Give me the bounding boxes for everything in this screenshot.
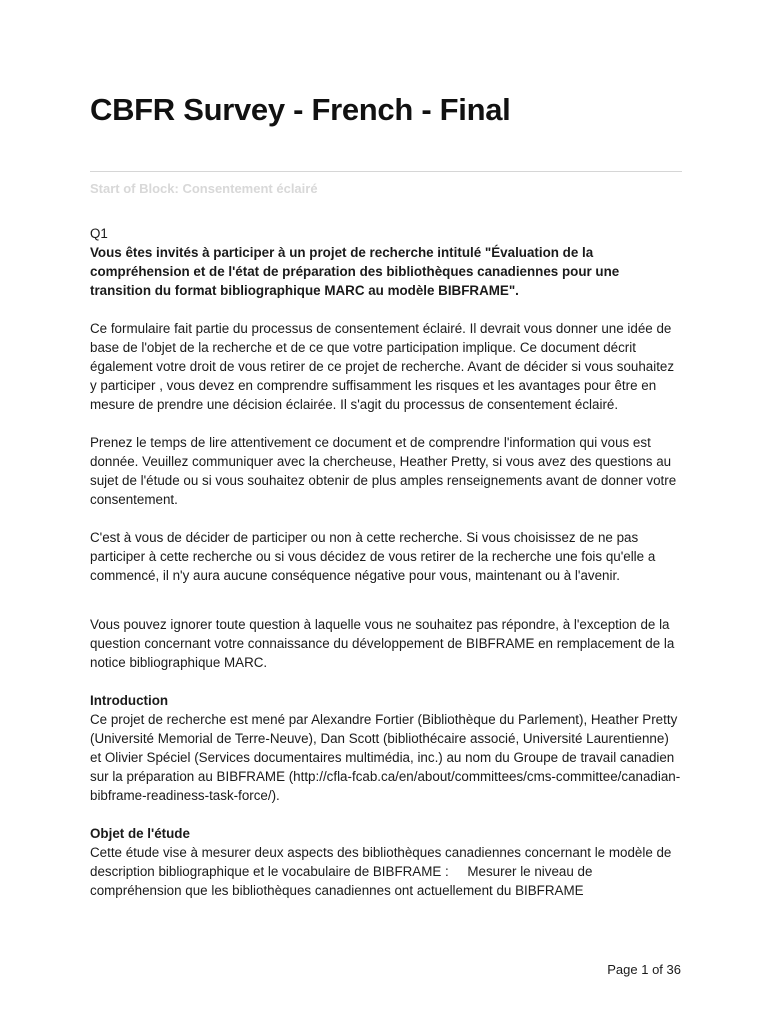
paragraph-voluntary: C'est à vous de décider de participer ou non à cette recherche. Si vous choisissez de ne pas participer à cette recherche ou si vous décidez de vous retirer de la recherche une fois qu'elle a commencé, il n'y aura aucune conséquence négative pour vous, maintenant ou à l'avenir. [90, 530, 656, 583]
objective-text: Cette étude vise à mesurer deux aspects des bibliothèques canadiennes concernant le modèle de description bibliographique et le vocabulaire de BIBFRAME : Mesurer le niveau de compréhension que les bibliothèques canadiennes ont actuellement du BIBFRAME [90, 845, 676, 898]
introduction-text: Ce projet de recherche est mené par Alexandre Fortier (Bibliothèque du Parlement), Heather Pretty (Université Memorial de Terre-Neuve), Dan Scott (bibliothécaire associé, Université Laurentienne) et Olivier Spéciel (Services documentaires multimédia, inc.) au nom du Groupe de travail canadien sur la préparation au BIBFRAME (http://cfla-fcab.ca/en/about/committees/cms-committee/canadian-bibframe-readiness-task-force/). [90, 712, 681, 803]
paragraph-skip-questions: Vous pouvez ignorer toute question à laquelle vous ne souhaitez pas répondre, à l'exception de la question concernant votre connaissance du développement de BIBFRAME en remplacement de la notice bibliographique MARC. [90, 617, 675, 670]
block-label: Start of Block: Consentement éclairé [90, 181, 318, 196]
header-divider [90, 171, 682, 172]
document-body [90, 224, 682, 900]
question-intro: Vous êtes invités à participer à un projet de recherche intitulé "Évaluation de la compréhension et de l'état de préparation des bibliothèques canadiennes pour une transition du format bibliographique MARC au modèle BIBFRAME". [90, 245, 620, 298]
introduction-heading: Introduction [90, 693, 169, 708]
document-title: CBFR Survey - French - Final [90, 92, 511, 127]
page-number: Page 1 of 36 [607, 962, 681, 977]
question-number: Q1 [90, 226, 108, 241]
objective-heading: Objet de l'étude [90, 826, 190, 841]
paragraph-consent-process: Ce formulaire fait partie du processus de consentement éclairé. Il devrait vous donner une idée de base de l'objet de la recherche et de ce que votre participation implique. Ce document décrit également votre droit de vous retirer de ce projet de recherche. Avant de décider si vous souhaitez y participer , vous devez en comprendre suffisamment les risques et les avantages pour être en mesure de prendre une décision éclairée. Il s'agit du processus de consentement éclairé. [90, 321, 675, 412]
paragraph-read-carefully: Prenez le temps de lire attentivement ce document et de comprendre l'information qui vous est donnée. Veuillez communiquer avec la chercheuse, Heather Pretty, si vous avez des questions au sujet de l'étude ou si vous souhaitez obtenir de plus amples renseignements avant de donner votre consentement. [90, 435, 677, 507]
